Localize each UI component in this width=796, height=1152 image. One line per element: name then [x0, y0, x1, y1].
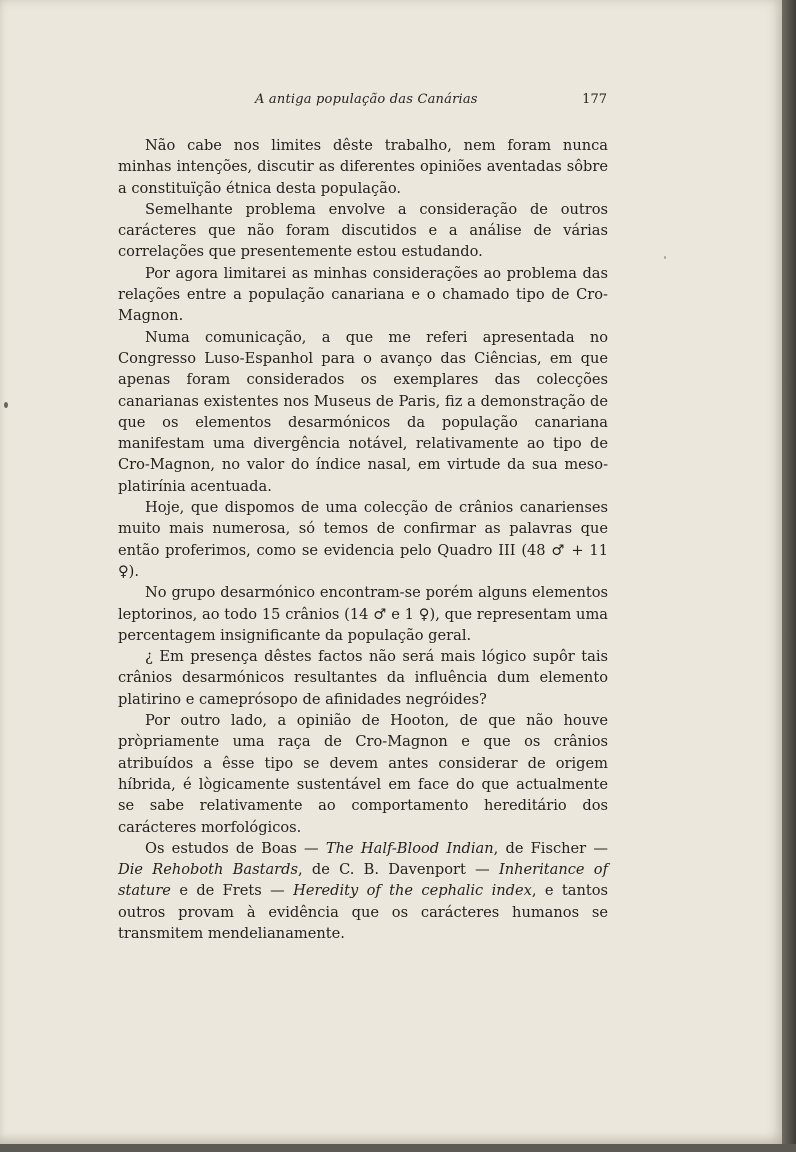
page-bottom-edge: [0, 1144, 796, 1152]
paragraph: [118, 497, 608, 582]
paragraph-text: ¿ Em presença dêstes factos não será mais lógico supôr tais crânios desarmónicos resultantes da influência dum elemento platirino e cameprósopo de afinidades negróides?: [118, 648, 608, 708]
paper-spot: [664, 256, 666, 259]
paragraph-text: Não cabe nos limites dêste trabalho, nem foram nunca minhas intenções, discutir as diferentes opiniões aventadas sôbre a constituïção étnica desta população.: [118, 137, 608, 197]
paragraph-text: , de C. B. Davenport —: [297, 861, 499, 879]
page-edge: [782, 0, 796, 1152]
paragraph-text: Os estudos de Boas —: [145, 839, 326, 857]
paragraph-text: Numa comunicação, a que me referi apresentada no Congresso Luso-Espanhol para o avanço das Ciências, em que apenas foram considerados os exemplares das colecções canarianas existentes nos Museus de Paris, fiz a demonstração de que os elementos desarmónicos da população canariana manifestam uma divergência notável, relativamente ao tipo de Cro-Magnon, no valor do índice nasal, em virtude da sua meso-platirínia acentuada.: [118, 328, 608, 495]
work-title: Inheritance of stature: [118, 861, 608, 900]
paper-spot: [4, 402, 8, 408]
paragraph-text: Hoje, que dispomos de uma colecção de crânios canarienses muito mais numerosa, só temos de confirmar as palavras que então proferimos, como se evidencia pelo Quadro III (48 ♂ + 11 ♀).: [118, 499, 608, 580]
work-title: Die Rehoboth Bastards: [118, 861, 298, 879]
work-title: The Half-Blood Indian: [325, 839, 494, 857]
paragraph: [118, 263, 608, 327]
page-number: 177: [582, 92, 607, 107]
paragraph-text: , e tantos outros provam à evidência que os carácteres humanos se transmitem mendelianamente.: [118, 882, 608, 942]
paragraph-text: Por agora limitarei as minhas considerações ao problema das relações entre a população canariana e o chamado tipo de Cro-Magnon.: [118, 264, 608, 325]
body-text: [118, 135, 608, 944]
paragraph: [118, 646, 608, 710]
paragraph: [118, 838, 608, 944]
paragraph-text: , de Fischer —: [493, 839, 608, 857]
paragraph: [118, 135, 608, 199]
paragraph: [118, 199, 608, 263]
paragraph: [118, 582, 608, 646]
paragraph-text: Semelhante problema envolve a consideração de outros carácteres que não foram discutidos e a análise de várias correlações que presentemente estou estudando.: [118, 200, 608, 261]
work-title: Heredity of the cephalic index: [293, 882, 532, 900]
paragraph-text: e de Frets —: [170, 882, 294, 900]
paragraph: [118, 327, 608, 497]
paragraph: [118, 710, 608, 838]
paragraph-text: Por outro lado, a opinião de Hooton, de que não houve pròpriamente uma raça de Cro-Magnon e que os crânios atribuídos a êsse tipo se devem antes considerar de origem híbrida, é lògicamente sustentável em face do que actualmente se sabe relativamente ao comportamento hereditário dos carácteres morfológicos.: [118, 712, 608, 836]
paragraph-text: No grupo desarmónico encontram-se porém alguns elementos leptorinos, ao todo 15 crânios (14 ♂ e 1 ♀), que representam uma percentagem insignificante da população geral.: [118, 584, 608, 644]
running-title: A antiga população das Canárias: [255, 92, 478, 107]
